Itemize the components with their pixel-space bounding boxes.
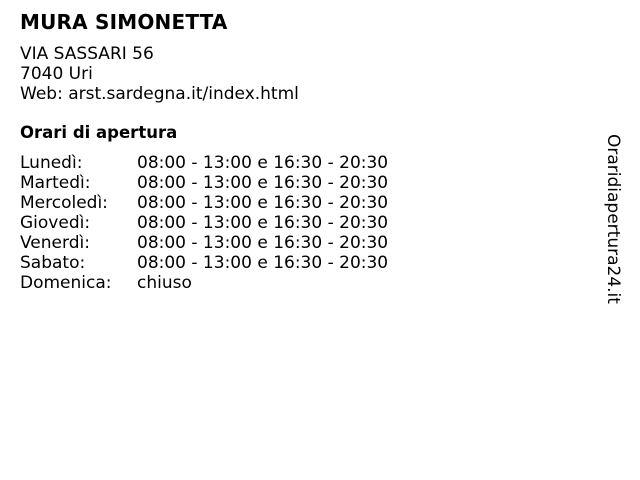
city-postal: 7040 Uri [20,64,93,84]
day-label: Venerdì: [20,233,90,253]
business-name: MURA SIMONETTA [20,10,228,34]
hours-row-tuesday [20,173,600,193]
hours-row-friday [20,233,600,253]
business-address [20,44,600,104]
time-range: 08:00 - 13:00 e 16:30 - 20:30 [137,193,389,213]
day-label: Giovedì: [20,213,91,233]
website-line: Web: arst.sardegna.it/index.html [20,84,299,104]
day-label: Sabato: [20,253,86,273]
hours-row-sunday [20,273,600,293]
time-range: 08:00 - 13:00 e 16:30 - 20:30 [137,253,389,273]
day-label: Domenica: [20,273,112,293]
street-address: VIA SASSARI 56 [20,44,154,64]
time-range: 08:00 - 13:00 e 16:30 - 20:30 [137,153,389,173]
time-range: 08:00 - 13:00 e 16:30 - 20:30 [137,233,389,253]
hours-row-thursday [20,213,600,233]
hours-row-monday [20,153,600,173]
hours-row-saturday [20,253,600,273]
hours-row-wednesday [20,193,600,213]
day-label: Mercoledì: [20,193,108,213]
day-label: Lunedì: [20,153,83,173]
time-range: chiuso [137,273,192,293]
site-brand-vertical: Oraridiapertura24.it [603,134,623,304]
opening-hours-table [20,153,600,293]
time-range: 08:00 - 13:00 e 16:30 - 20:30 [137,173,389,193]
day-label: Martedì: [20,173,91,193]
time-range: 08:00 - 13:00 e 16:30 - 20:30 [137,213,389,233]
opening-hours-title: Orari di apertura [20,123,178,142]
business-card [20,9,600,293]
